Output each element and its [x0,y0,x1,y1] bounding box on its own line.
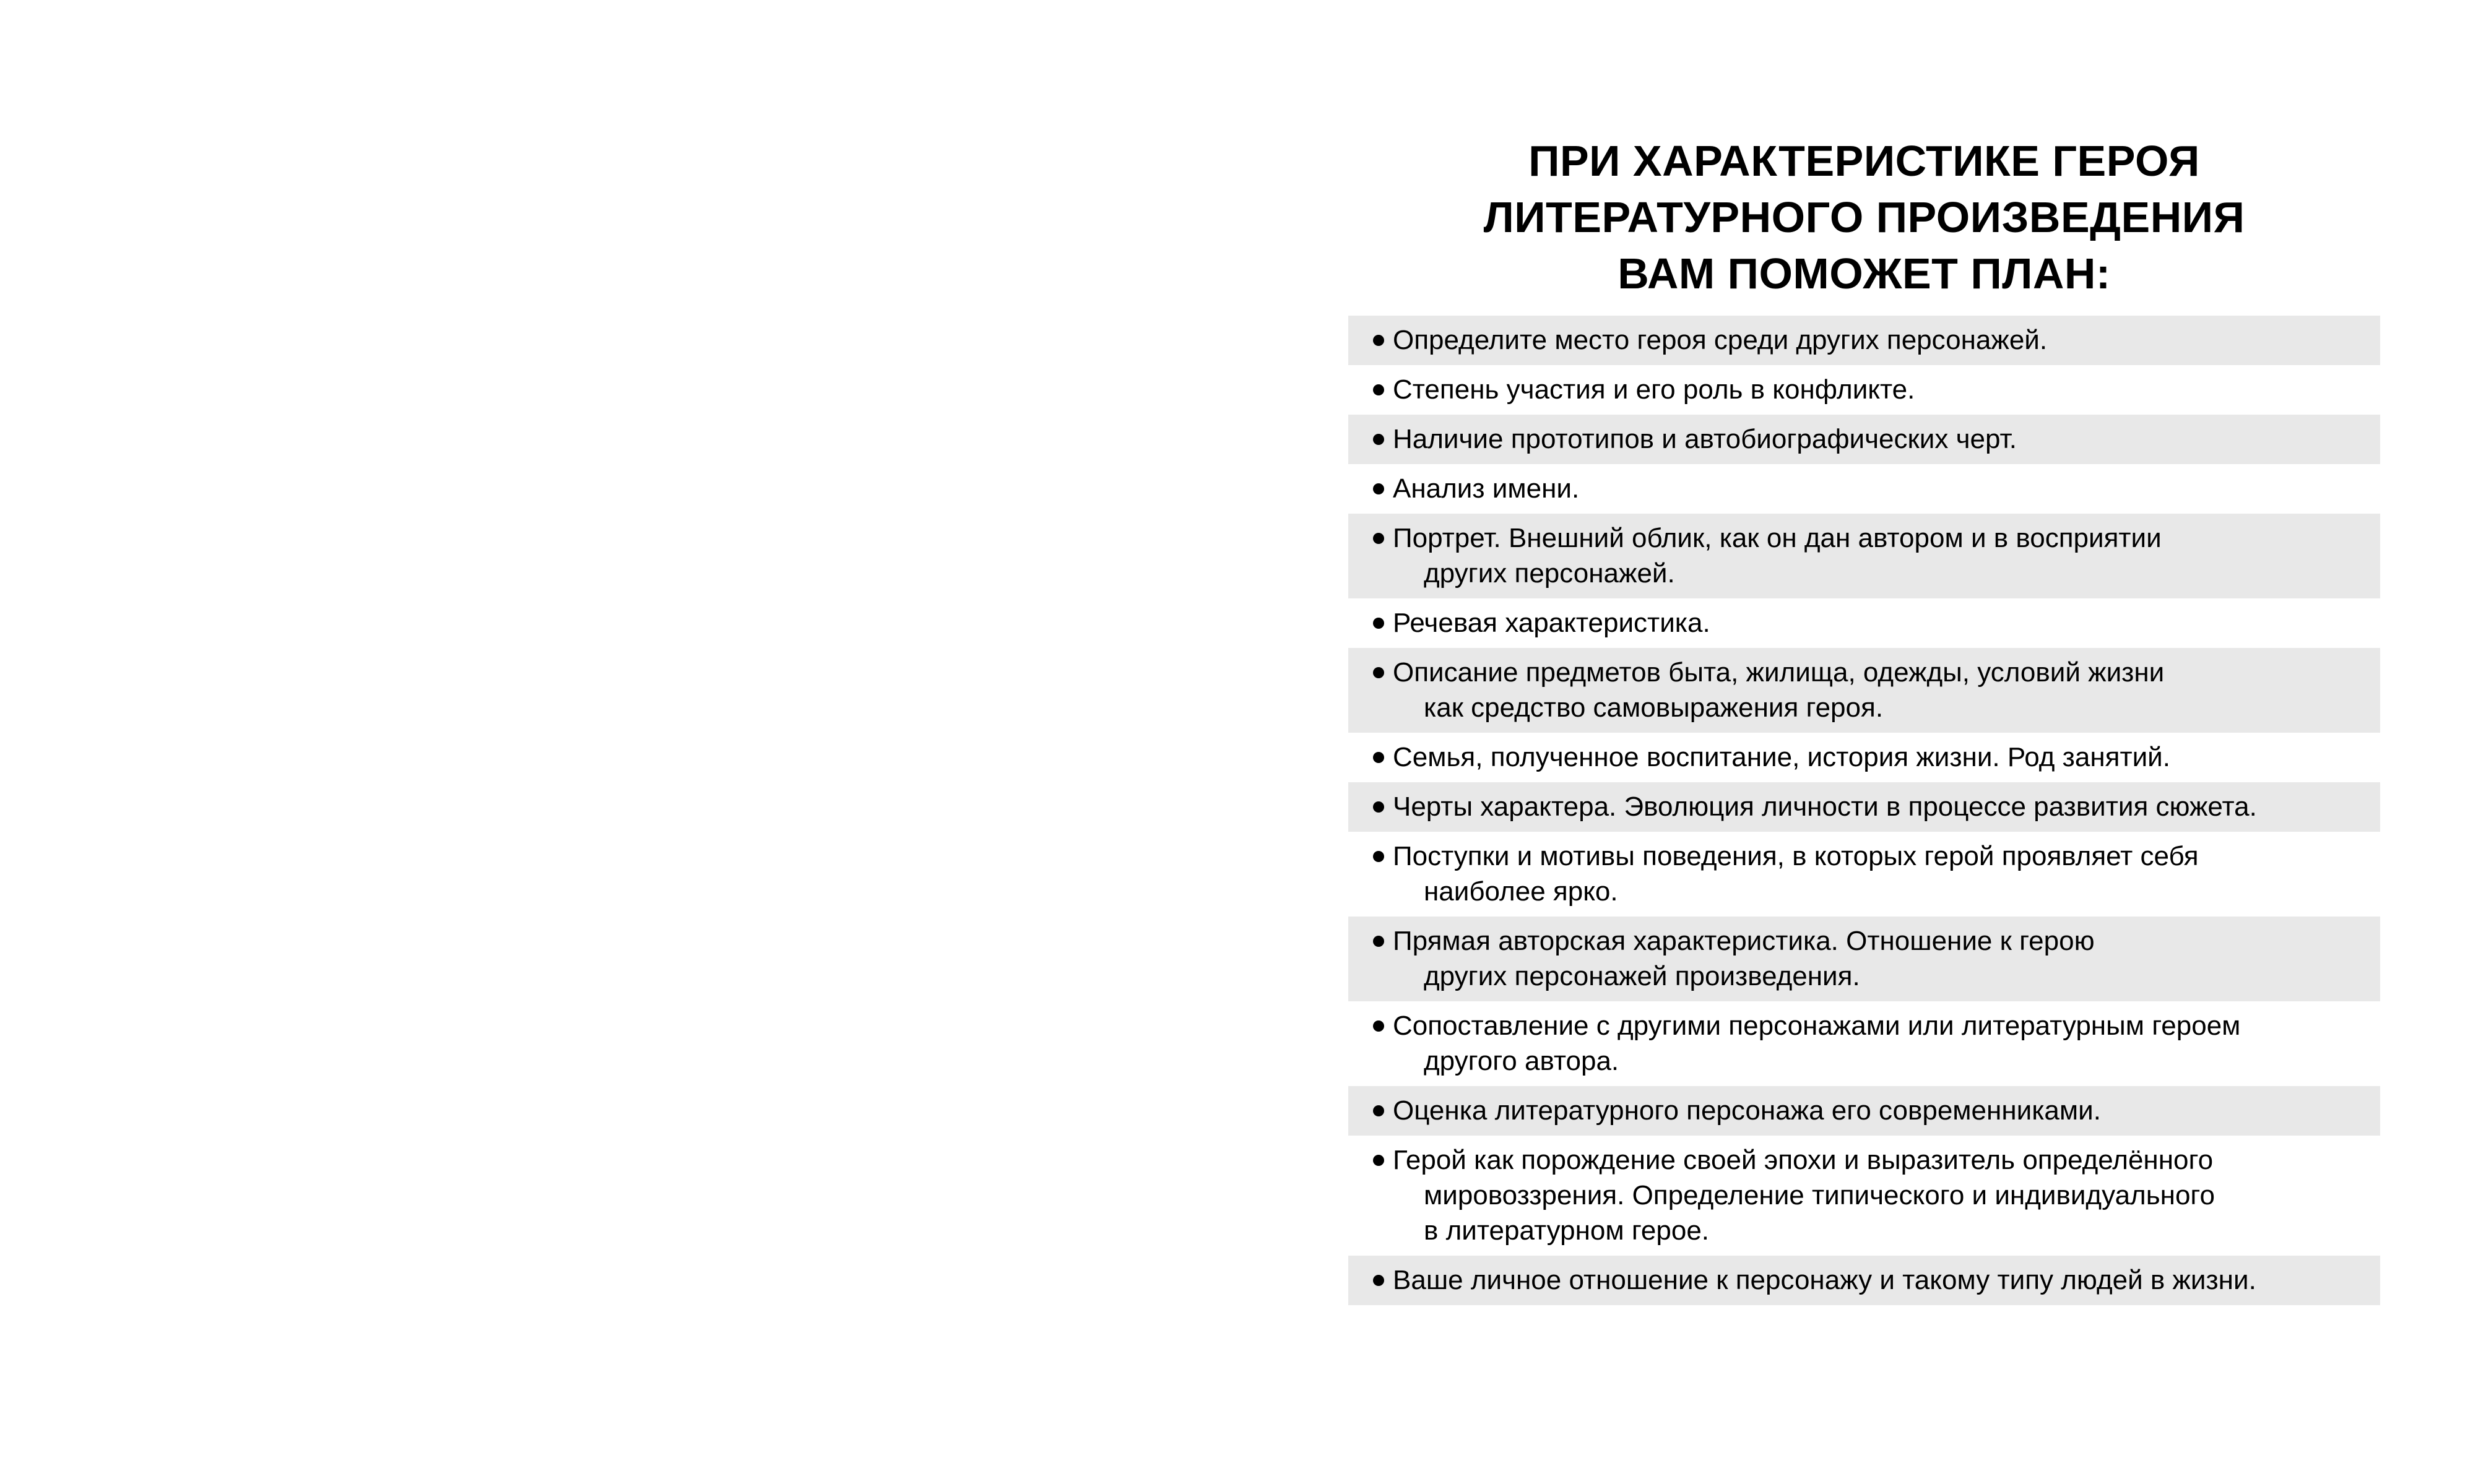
plan-item [1348,365,2380,415]
plan-item-line: Анализ имени. [1393,473,1580,504]
bullet-icon [1373,1275,1384,1286]
plan-item-line: Оценка литературного персонажа его современниками. [1393,1095,2101,1126]
plan-item-line: Поступки и мотивы поведения, в которых герой проявляет себя [1393,841,2199,871]
plan-item [1348,415,2380,464]
plan-item-line: мировоззрения. Определение типического и индивидуального [1424,1180,2215,1210]
plan-item [1348,832,2380,917]
plan-item [1348,1256,2380,1305]
plan-item-line: в литературном герое. [1424,1215,1710,1246]
bullet-icon [1373,752,1384,763]
plan-item [1348,1136,2380,1256]
plan-item [1348,917,2380,1001]
bullet-icon [1373,667,1384,678]
plan-list [1348,316,2380,1305]
plan-item-line: других персонажей. [1424,558,1675,589]
slide-content [1348,133,2380,1305]
page-title [1348,133,2380,302]
plan-item-line: как средство самовыражения героя. [1424,692,1884,723]
plan-item [1348,464,2380,514]
plan-item-line: Описание предметов быта, жилища, одежды, условий жизни [1393,657,2165,688]
plan-item-line: наиболее ярко. [1424,876,1618,907]
plan-item [1348,648,2380,733]
plan-item-line: Ваше личное отношение к персонажу и такому типу людей в жизни. [1393,1265,2256,1295]
bullet-icon [1373,384,1384,395]
plan-item-line: Портрет. Внешний облик, как он дан автором и в восприятии [1393,523,2162,553]
plan-item-line: Сопоставление с другими персонажами или литературным героем [1393,1011,2241,1041]
plan-item-line: Семья, полученное воспитание, история жизни. Род занятий. [1393,742,2170,772]
title-line: ПРИ ХАРАКТЕРИСТИКЕ ГЕРОЯ [1528,137,2200,185]
plan-item [1348,598,2380,648]
plan-item-line: Наличие прототипов и автобиографических черт. [1393,424,2017,454]
plan-item-line: Черты характера. Эволюция личности в процессе развития сюжета. [1393,792,2257,822]
plan-item-line: других персонажей произведения. [1424,961,1860,991]
plan-item [1348,782,2380,832]
bullet-icon [1373,801,1384,813]
bullet-icon [1373,618,1384,629]
bullet-icon [1373,1155,1384,1166]
plan-item-line: Степень участия и его роль в конфликте. [1393,374,1915,405]
plan-item-line: другого автора. [1424,1046,1619,1076]
title-line: ВАМ ПОМОЖЕТ ПЛАН: [1618,249,2111,298]
plan-item [1348,1086,2380,1136]
title-line: ЛИТЕРАТУРНОГО ПРОИЗВЕДЕНИЯ [1483,193,2245,241]
plan-item-line: Речевая характеристика. [1393,608,1710,638]
bullet-icon [1373,851,1384,862]
bullet-icon [1373,533,1384,544]
plan-item-line: Определите место героя среди других персонажей. [1393,325,2048,355]
plan-item [1348,1001,2380,1086]
bullet-icon [1373,483,1384,494]
plan-item [1348,316,2380,365]
plan-item-line: Герой как порождение своей эпохи и выразитель определённого [1393,1145,2214,1175]
plan-item-line: Прямая авторская характеристика. Отношение к герою [1393,926,2095,956]
bullet-icon [1373,936,1384,947]
bullet-icon [1373,335,1384,346]
bullet-icon [1373,1020,1384,1032]
plan-item [1348,514,2380,598]
bullet-icon [1373,1105,1384,1116]
plan-item [1348,733,2380,782]
bullet-icon [1373,434,1384,445]
